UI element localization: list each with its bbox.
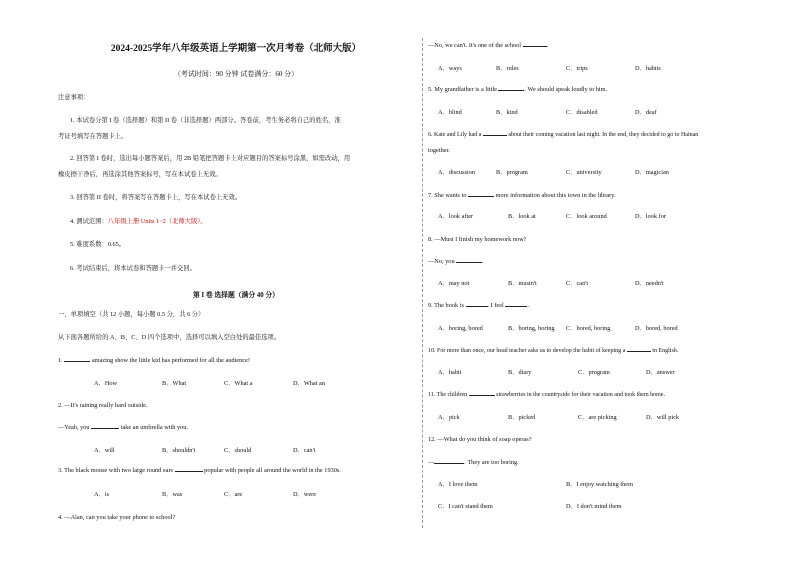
q4-text-post: . xyxy=(546,42,549,49)
q5-option-d: D．deaf xyxy=(635,109,657,116)
q12-text-pre: — xyxy=(428,459,435,466)
q1-number: 1. xyxy=(58,357,65,364)
q2-text-post: take an umbrella with you. xyxy=(119,424,189,431)
q12-blank xyxy=(434,463,464,464)
q10-option-c: C．program xyxy=(578,369,610,376)
q6-option-c: C．university xyxy=(566,169,602,176)
q9-blank-2 xyxy=(505,306,527,307)
q5-option-b: B．kind xyxy=(496,109,518,116)
q5-text-post: . We should speak loudly to him. xyxy=(524,86,608,93)
q1-option-b: B．What xyxy=(162,380,187,387)
question-5 xyxy=(428,86,607,94)
exam-subtitle: （考试时间：90 分钟 试卷满分：60 分） xyxy=(173,70,299,78)
q10-text-pre: 10. For more than once, our head teacher asks us to develop the habit of keeping a xyxy=(428,348,627,354)
q9-blank-1 xyxy=(466,306,488,307)
q12-option-b: B．I enjoy watching them xyxy=(566,481,633,488)
question-1 xyxy=(58,357,250,365)
note-4-prefix: 4. 测试范围： xyxy=(70,218,108,225)
section-1-heading: 第 I 卷 选择题（满分 40 分） xyxy=(193,292,279,299)
q10-option-a: A．habit xyxy=(438,369,462,376)
q4-blank xyxy=(523,46,547,47)
q3-text-post: popular with people all around the world in the 1930s. xyxy=(202,467,341,474)
question-9 xyxy=(428,302,529,310)
q3-option-d: D．were xyxy=(293,491,317,498)
question-12-line-1: 12. —What do you think of soap operas? xyxy=(428,436,532,443)
q9-option-d: D．bored, bored xyxy=(635,325,678,332)
q1-option-c: C．What a xyxy=(224,380,253,387)
q1-option-d: D．What an xyxy=(293,380,325,387)
q6-option-b: B．program xyxy=(496,169,528,176)
q11-option-c: C．are picking xyxy=(578,414,617,421)
question-10 xyxy=(428,347,678,355)
q11-blank xyxy=(469,395,495,396)
q10-option-b: B．diary xyxy=(508,369,532,376)
question-6-line-1 xyxy=(428,131,698,139)
q4-option-c: C．trips xyxy=(566,65,588,72)
q1-text: amazing show the little kid has performed for all the audience! xyxy=(90,357,250,364)
q3-option-a: A．is xyxy=(94,491,110,498)
q9-option-b: B．boring, boring xyxy=(508,325,555,332)
notes-heading: 注意事项： xyxy=(58,94,90,101)
q11-option-d: D．will pick xyxy=(646,414,680,421)
part-1-instruction: 从下面各题所给的 A、B、C、D 四个选项中，选择可以填入空白处的最佳选项。 xyxy=(58,334,281,341)
note-1-line-2: 考证号填写在答题卡上。 xyxy=(58,133,128,140)
q6-option-a: A．discussion xyxy=(438,169,476,176)
q10-option-d: D．answer xyxy=(646,369,675,376)
question-2-line-2 xyxy=(58,424,188,432)
q3-option-b: B．was xyxy=(162,491,183,498)
q8-option-d: D．needn't xyxy=(635,280,664,287)
q5-blank xyxy=(498,90,524,91)
q12-option-d: D．I don't mind them xyxy=(566,503,622,510)
part-1-heading: 一、单项填空（共 12 小题，每小题 0.5 分，共 6 分） xyxy=(58,311,205,318)
q6-blank xyxy=(483,135,507,136)
question-11 xyxy=(428,391,665,399)
q3-blank xyxy=(175,471,203,472)
q8-text-pre: —No, you xyxy=(428,258,457,265)
column-divider xyxy=(422,38,423,528)
q7-text-pre: 7. She wants to xyxy=(428,192,469,199)
q6-text-post: about their coming vacation last night. In the end, they decided to go to Hainan xyxy=(506,132,699,138)
question-6-line-2: together. xyxy=(428,147,450,154)
q11-option-b: B．picked xyxy=(508,414,536,421)
q1-blank xyxy=(64,361,90,362)
q7-option-b: B．look at xyxy=(508,213,536,220)
q9-text-post: . xyxy=(527,302,529,309)
q5-option-c: C．disabled xyxy=(566,109,598,116)
question-7 xyxy=(428,192,616,200)
q4-text-pre: —No, we can't. It's one of the school xyxy=(428,42,523,49)
q8-text-post: . xyxy=(482,258,484,265)
exam-title: 2024-2025学年八年级英语上学期第一次月考卷（北师大版） xyxy=(110,44,362,54)
q8-option-b: B．mustn't xyxy=(508,280,537,287)
q7-option-d: D．look for xyxy=(635,213,666,220)
note-2-line-1: 2. 回答第 I 卷时，选出每小题答案后，用 2B 铅笔把答题卡上对应题目的答案标号涂黑，如需改动，用 xyxy=(70,155,351,162)
q2-blank xyxy=(91,428,119,429)
note-2-line-2: 橡皮擦干净后，再选涂其他答案标号，写在本试卷上无效。 xyxy=(58,171,222,178)
q2-text-pre: —Yeah, you xyxy=(58,424,92,431)
q10-blank xyxy=(627,351,651,352)
q8-blank xyxy=(456,262,482,263)
q3-option-c: C．are xyxy=(224,491,243,498)
note-1-line-1: 1. 本试卷分第 I 卷（选择题）和第 II 卷（非选择题）两部分。答卷前，考生务必将自己的姓名、准 xyxy=(70,117,341,124)
q4-option-a: A．ways xyxy=(438,65,462,72)
question-3 xyxy=(58,467,341,475)
q12-text-post: . They are too boring. xyxy=(464,459,519,466)
q4-option-b: B．rules xyxy=(496,65,519,72)
question-8-line-1: 8. —Must I finish my homework now? xyxy=(428,236,527,243)
q12-option-c: C．I can't stand them xyxy=(438,503,493,510)
q6-option-d: D．magician xyxy=(635,169,669,176)
q11-text-pre: 11. The children xyxy=(428,392,469,398)
question-2-line-1: 2. —It's raining really hard outside. xyxy=(58,402,148,409)
q9-text-mid: . I feel xyxy=(487,302,506,309)
question-12-line-2 xyxy=(428,459,519,467)
note-3: 3. 回答第 II 卷时，将答案写在答题卡上，写在本试卷上无效。 xyxy=(70,194,242,201)
q7-blank xyxy=(468,196,494,197)
q2-option-c: C．should xyxy=(224,447,252,454)
note-4 xyxy=(70,218,207,226)
q11-option-a: A．pick xyxy=(438,414,460,421)
q7-option-a: A．look after xyxy=(438,213,474,220)
q9-option-a: A．boring, bored xyxy=(438,325,483,332)
note-5: 5. 难度系数：0.65。 xyxy=(70,241,126,248)
q2-option-d: D．can't xyxy=(293,447,316,454)
q2-option-b: B．shouldn't xyxy=(162,447,196,454)
q9-text-pre: 9. The book is xyxy=(428,302,466,309)
q8-option-a: A．may not xyxy=(438,280,470,287)
q6-text-pre: 6. Kate and Lily had a xyxy=(428,132,483,138)
q9-option-c: C．bored, boring xyxy=(566,325,611,332)
question-8-line-2 xyxy=(428,258,484,266)
q3-text-pre: 3. The black mouse with two large round ears xyxy=(58,467,175,474)
note-6: 6. 考试结束后，将本试卷和答题卡一并交回。 xyxy=(70,265,196,272)
q7-option-c: C．look around xyxy=(566,213,607,220)
q2-option-a: A．will xyxy=(94,447,115,454)
question-4-line-1: 4. —Alan, can you take your phone to school? xyxy=(58,514,176,521)
q5-option-a: A．blind xyxy=(438,109,462,116)
note-4-range: 八年级上册 Units 1~2（北师大版）。 xyxy=(107,218,207,225)
question-4-line-2 xyxy=(428,42,548,50)
q11-text-post: strawberries in the countryside for their vacation and took them home. xyxy=(494,392,665,398)
q8-option-c: C．can't xyxy=(566,280,589,287)
q1-option-a: A．How xyxy=(94,380,118,387)
q10-text-post: in English. xyxy=(650,348,679,354)
q7-text-post: more information about this town in the library. xyxy=(494,192,616,199)
q12-option-a: A．I love them xyxy=(438,481,478,488)
q5-text-pre: 5. My grandfather is a little xyxy=(428,86,499,93)
q4-option-d: D．habits xyxy=(635,65,661,72)
